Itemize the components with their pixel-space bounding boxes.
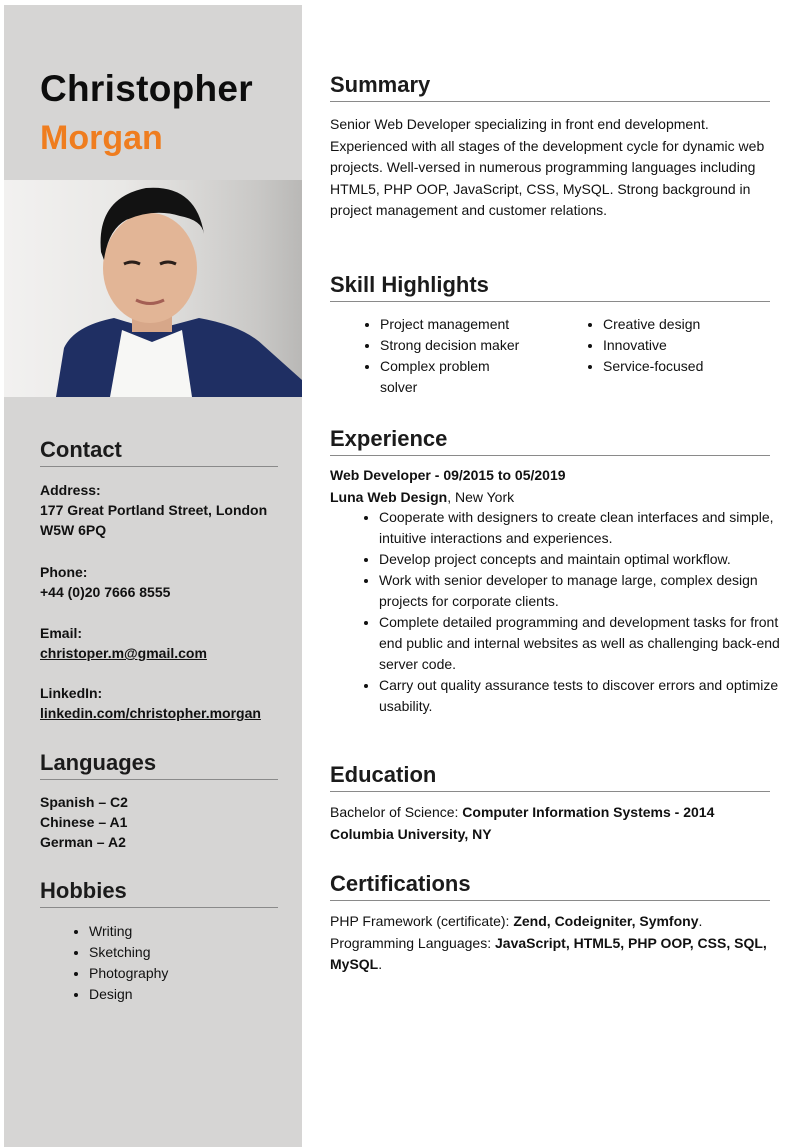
languages-heading: Languages (40, 750, 278, 780)
experience-bullet: • Cooperate with designers to create clean interfaces and simple, intuitive interactions and experiences. (379, 507, 794, 549)
contact-heading: Contact (40, 437, 278, 467)
skills-heading: Skill Highlights (330, 272, 770, 302)
contact-phone (40, 562, 285, 602)
hobby-item: • Writing (89, 921, 168, 942)
experience-bullet: • Work with senior developer to manage large, complex design projects for corporate clients. (379, 570, 794, 612)
cert-prefix: Programming Languages: (330, 934, 495, 951)
language-item: Chinese – A1 (40, 814, 128, 830)
cert-languages: JavaScript, HTML5, PHP OOP, CSS, SQL, MySQL (330, 934, 767, 972)
skill-item: • Innovative (603, 335, 783, 356)
first-name: Christopher (40, 68, 253, 109)
experience-bullets (357, 507, 794, 717)
cert-end: . (378, 956, 383, 972)
contact-address (40, 480, 285, 540)
summary-text: Senior Web Developer specializing in front end development. Experienced with all stages of the development cycle for dynamic web projects. Well-versed in numerous programming languages including HTML5, PHP OOP, JavaScript, CSS, MySQL. Strong background in project management and customer relations. (330, 116, 765, 218)
experience-bullet: • Complete detailed programming and development tasks for front end public and internal websites as well as challenging back-end server code. (379, 612, 794, 675)
phone-value: +44 (0)20 7666 8555 (40, 584, 171, 600)
school-name: Columbia University, NY (330, 825, 492, 842)
skill-item: • Service-focused (603, 356, 783, 377)
cert-end: . (698, 913, 703, 929)
last-name: Morgan (40, 119, 163, 157)
phone-label: Phone: (40, 564, 88, 580)
language-item: German – A2 (40, 834, 126, 850)
hobbies-list (64, 921, 168, 1005)
certifications-details (330, 911, 770, 976)
company-location: , New York (447, 488, 515, 505)
skill-item: • Complex problem solver (380, 356, 510, 398)
address-label: Address: (40, 482, 101, 498)
company-name: Luna Web Design (330, 488, 448, 505)
portrait-illustration (4, 180, 302, 397)
contact-linkedin (40, 683, 285, 723)
experience-heading: Experience (330, 426, 770, 456)
experience-bullet: • Carry out quality assurance tests to discover errors and optimize usability. (379, 675, 794, 717)
languages-list (40, 792, 285, 852)
experience-bullet: • Develop project concepts and maintain optimal workflow. (379, 549, 794, 570)
job-title: Web Developer - 09/2015 to 05/2019 (330, 467, 566, 483)
linkedin-label: LinkedIn: (40, 685, 103, 701)
hobby-item: • Photography (89, 963, 168, 984)
email-link[interactable]: christoper.m@gmail.com (40, 645, 207, 661)
summary-heading: Summary (330, 72, 770, 102)
linkedin-link[interactable]: linkedin.com/christopher.morgan (40, 705, 261, 721)
skills-column-2 (581, 314, 783, 377)
language-item: Spanish – C2 (40, 794, 128, 810)
cert-prefix: PHP Framework (certificate): (330, 913, 514, 929)
contact-email (40, 623, 285, 663)
skills-column-1 (358, 314, 580, 398)
address-line1: 177 Great Portland Street, London (40, 502, 268, 518)
degree-prefix: Bachelor of Science: (330, 804, 463, 820)
skill-item: • Creative design (603, 314, 783, 335)
experience-header (330, 465, 770, 508)
email-label: Email: (40, 625, 83, 641)
address-line2: W5W 6PQ (40, 522, 107, 538)
profile-photo (4, 180, 302, 397)
skill-item: • Strong decision maker (380, 335, 580, 356)
degree-name: Computer Information Systems - 2014 (462, 804, 715, 820)
cert-frameworks: Zend, Codeigniter, Symfony (513, 913, 699, 929)
education-heading: Education (330, 762, 770, 792)
skill-item: • Project management (380, 314, 580, 335)
hobbies-heading: Hobbies (40, 878, 278, 908)
hobby-item: • Sketching (89, 942, 168, 963)
certifications-heading: Certifications (330, 871, 770, 901)
hobby-item: • Design (89, 984, 168, 1005)
education-details (330, 802, 770, 845)
